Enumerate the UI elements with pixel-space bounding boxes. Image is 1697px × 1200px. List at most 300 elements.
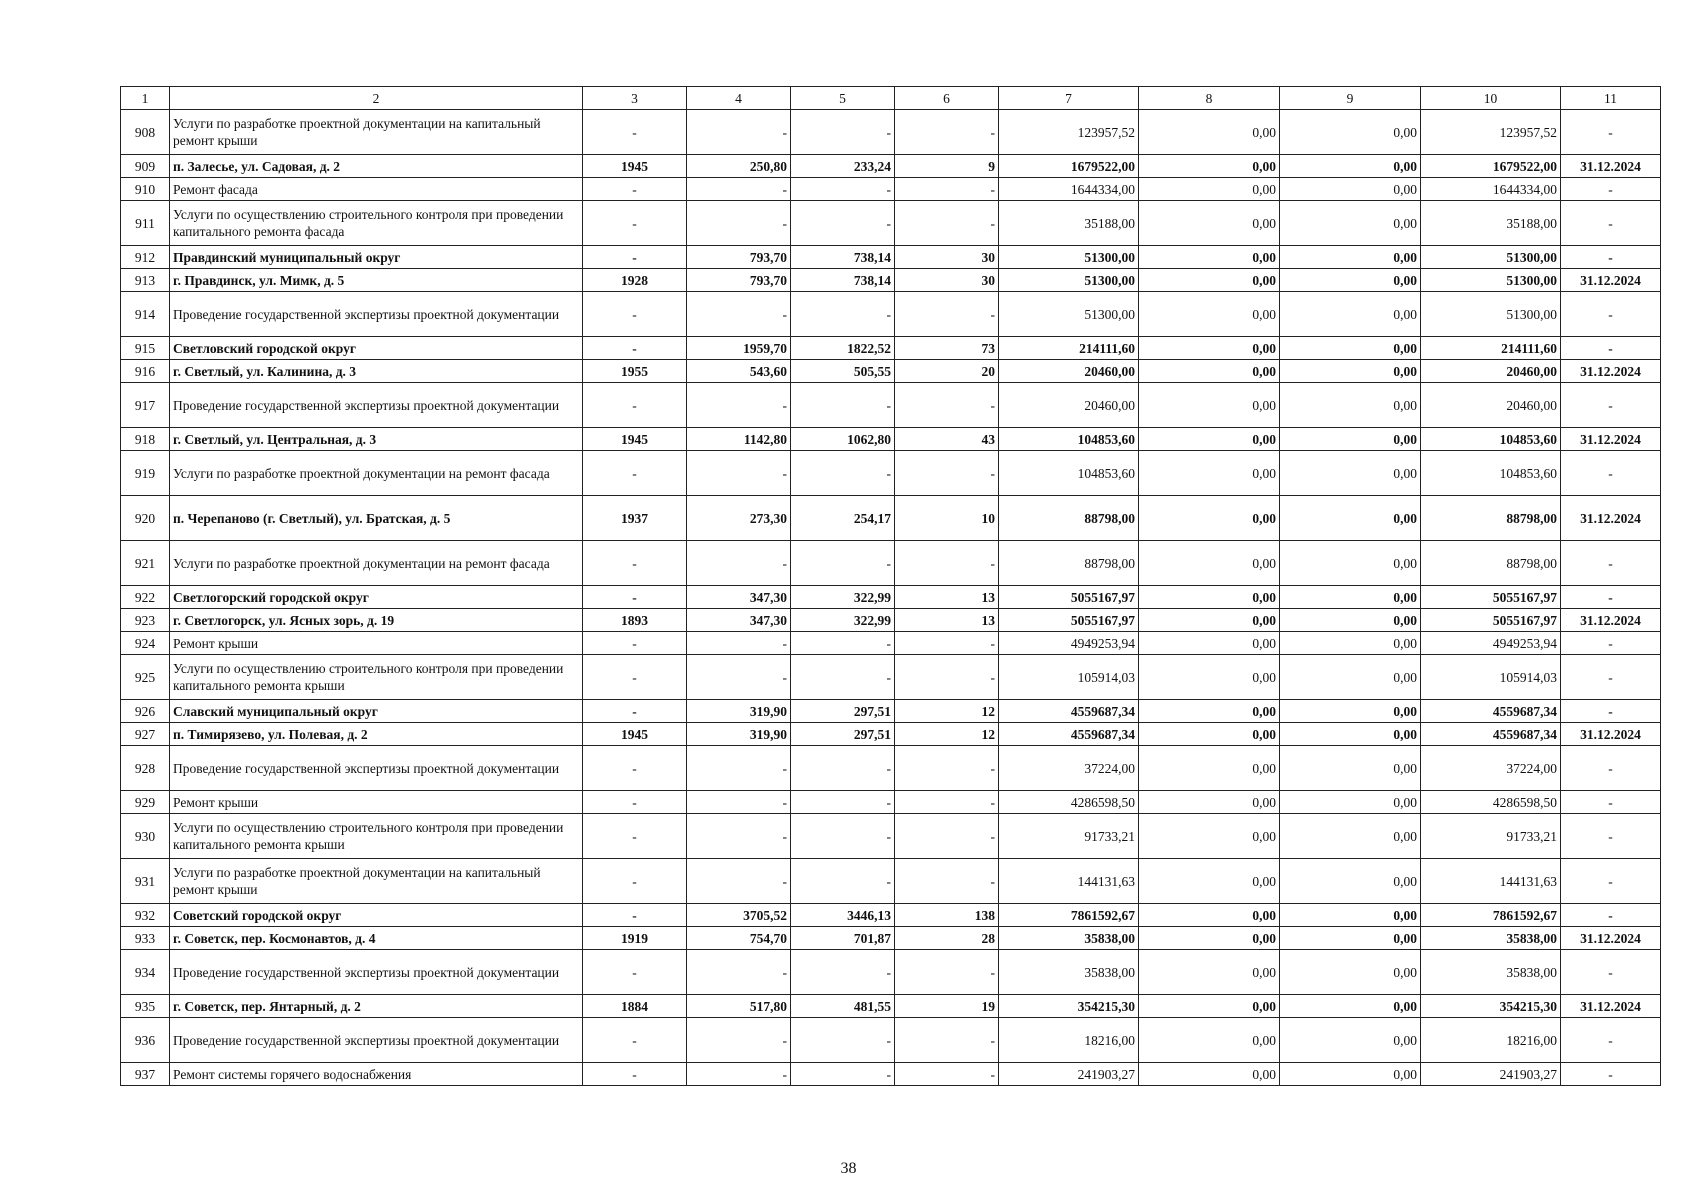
cost-fund-cell: 88798,00 xyxy=(1421,541,1561,586)
total-area-cell: - xyxy=(687,541,791,586)
table-row xyxy=(121,904,1661,927)
residential-area-cell: 738,14 xyxy=(791,246,895,269)
total-area-cell: - xyxy=(687,746,791,791)
cost-fund-cell: 123957,52 xyxy=(1421,110,1561,155)
row-number-cell: 915 xyxy=(121,337,170,360)
residents-count-cell: - xyxy=(895,655,999,700)
cost-col9-cell: 0,00 xyxy=(1280,337,1421,360)
table-row xyxy=(121,360,1661,383)
cost-col8-cell: 0,00 xyxy=(1139,950,1280,995)
row-number-cell: 917 xyxy=(121,383,170,428)
residential-area-cell: 3446,13 xyxy=(791,904,895,927)
cost-total-cell: 51300,00 xyxy=(999,292,1139,337)
total-area-cell: 319,90 xyxy=(687,723,791,746)
residential-area-cell: 738,14 xyxy=(791,269,895,292)
total-area-cell: - xyxy=(687,632,791,655)
residents-count-cell: 30 xyxy=(895,269,999,292)
cost-col9-cell: 0,00 xyxy=(1280,360,1421,383)
table-row xyxy=(121,451,1661,496)
cost-col9-cell: 0,00 xyxy=(1280,927,1421,950)
residential-area-cell: 297,51 xyxy=(791,700,895,723)
cost-total-cell: 104853,60 xyxy=(999,451,1139,496)
completion-date-cell: - xyxy=(1561,383,1661,428)
header-cell: 7 xyxy=(999,87,1139,110)
total-area-cell: 543,60 xyxy=(687,360,791,383)
year-cell: - xyxy=(583,1018,687,1063)
cost-fund-cell: 37224,00 xyxy=(1421,746,1561,791)
residential-area-cell: - xyxy=(791,201,895,246)
row-number-cell: 937 xyxy=(121,1063,170,1086)
table-row xyxy=(121,337,1661,360)
completion-date-cell: - xyxy=(1561,791,1661,814)
row-number-cell: 908 xyxy=(121,110,170,155)
cost-total-cell: 123957,52 xyxy=(999,110,1139,155)
total-area-cell: 250,80 xyxy=(687,155,791,178)
year-cell: 1937 xyxy=(583,496,687,541)
item-name-cell: Советский городской округ xyxy=(170,904,583,927)
row-number-cell: 909 xyxy=(121,155,170,178)
completion-date-cell: - xyxy=(1561,859,1661,904)
item-name-cell: п. Залесье, ул. Садовая, д. 2 xyxy=(170,155,583,178)
cost-total-cell: 51300,00 xyxy=(999,269,1139,292)
cost-total-cell: 4559687,34 xyxy=(999,700,1139,723)
cost-col8-cell: 0,00 xyxy=(1139,586,1280,609)
residents-count-cell: - xyxy=(895,950,999,995)
cost-fund-cell: 104853,60 xyxy=(1421,428,1561,451)
cost-fund-cell: 35838,00 xyxy=(1421,950,1561,995)
completion-date-cell: - xyxy=(1561,746,1661,791)
completion-date-cell: 31.12.2024 xyxy=(1561,995,1661,1018)
row-number-cell: 932 xyxy=(121,904,170,927)
cost-col8-cell: 0,00 xyxy=(1139,292,1280,337)
year-cell: 1945 xyxy=(583,155,687,178)
cost-col9-cell: 0,00 xyxy=(1280,269,1421,292)
total-area-cell: 273,30 xyxy=(687,496,791,541)
residents-count-cell: 12 xyxy=(895,723,999,746)
total-area-cell: 793,70 xyxy=(687,246,791,269)
cost-col8-cell: 0,00 xyxy=(1139,110,1280,155)
cost-col9-cell: 0,00 xyxy=(1280,950,1421,995)
table-row xyxy=(121,814,1661,859)
cost-fund-cell: 241903,27 xyxy=(1421,1063,1561,1086)
row-number-cell: 920 xyxy=(121,496,170,541)
cost-total-cell: 4949253,94 xyxy=(999,632,1139,655)
residential-area-cell: - xyxy=(791,383,895,428)
residents-count-cell: - xyxy=(895,791,999,814)
item-name-cell: г. Светлогорск, ул. Ясных зорь, д. 19 xyxy=(170,609,583,632)
year-cell: - xyxy=(583,292,687,337)
item-name-cell: Ремонт фасада xyxy=(170,178,583,201)
cost-col9-cell: 0,00 xyxy=(1280,541,1421,586)
total-area-cell: - xyxy=(687,451,791,496)
row-number-cell: 936 xyxy=(121,1018,170,1063)
item-name-cell: г. Светлый, ул. Центральная, д. 3 xyxy=(170,428,583,451)
completion-date-cell: - xyxy=(1561,950,1661,995)
year-cell: 1955 xyxy=(583,360,687,383)
residents-count-cell: - xyxy=(895,632,999,655)
residents-count-cell: 20 xyxy=(895,360,999,383)
completion-date-cell: - xyxy=(1561,814,1661,859)
row-number-cell: 914 xyxy=(121,292,170,337)
residents-count-cell: 10 xyxy=(895,496,999,541)
table-row xyxy=(121,428,1661,451)
cost-fund-cell: 20460,00 xyxy=(1421,360,1561,383)
item-name-cell: Услуги по осуществлению строительного контроля при проведении капитального ремонта крыши xyxy=(170,655,583,700)
cost-fund-cell: 91733,21 xyxy=(1421,814,1561,859)
cost-col9-cell: 0,00 xyxy=(1280,110,1421,155)
year-cell: - xyxy=(583,746,687,791)
completion-date-cell: - xyxy=(1561,178,1661,201)
completion-date-cell: - xyxy=(1561,541,1661,586)
year-cell: - xyxy=(583,383,687,428)
cost-col8-cell: 0,00 xyxy=(1139,155,1280,178)
cost-col8-cell: 0,00 xyxy=(1139,700,1280,723)
total-area-cell: 3705,52 xyxy=(687,904,791,927)
cost-col8-cell: 0,00 xyxy=(1139,1018,1280,1063)
cost-total-cell: 1679522,00 xyxy=(999,155,1139,178)
year-cell: - xyxy=(583,541,687,586)
cost-total-cell: 214111,60 xyxy=(999,337,1139,360)
row-number-cell: 918 xyxy=(121,428,170,451)
cost-col9-cell: 0,00 xyxy=(1280,700,1421,723)
year-cell: - xyxy=(583,859,687,904)
completion-date-cell: - xyxy=(1561,655,1661,700)
cost-col8-cell: 0,00 xyxy=(1139,927,1280,950)
cost-total-cell: 35838,00 xyxy=(999,927,1139,950)
table-row xyxy=(121,541,1661,586)
table-row xyxy=(121,700,1661,723)
residents-count-cell: 43 xyxy=(895,428,999,451)
cost-col8-cell: 0,00 xyxy=(1139,541,1280,586)
residential-area-cell: 322,99 xyxy=(791,586,895,609)
residential-area-cell: 1062,80 xyxy=(791,428,895,451)
cost-total-cell: 35838,00 xyxy=(999,950,1139,995)
cost-col9-cell: 0,00 xyxy=(1280,155,1421,178)
year-cell: 1893 xyxy=(583,609,687,632)
year-cell: - xyxy=(583,904,687,927)
cost-total-cell: 35188,00 xyxy=(999,201,1139,246)
header-cell: 10 xyxy=(1421,87,1561,110)
completion-date-cell: - xyxy=(1561,110,1661,155)
residents-count-cell: - xyxy=(895,814,999,859)
cost-col9-cell: 0,00 xyxy=(1280,292,1421,337)
header-cell: 11 xyxy=(1561,87,1661,110)
total-area-cell: 754,70 xyxy=(687,927,791,950)
item-name-cell: Ремонт крыши xyxy=(170,632,583,655)
residential-area-cell: - xyxy=(791,178,895,201)
completion-date-cell: - xyxy=(1561,904,1661,927)
row-number-cell: 935 xyxy=(121,995,170,1018)
residential-area-cell: 481,55 xyxy=(791,995,895,1018)
item-name-cell: г. Светлый, ул. Калинина, д. 3 xyxy=(170,360,583,383)
completion-date-cell: - xyxy=(1561,632,1661,655)
residents-count-cell: 13 xyxy=(895,609,999,632)
item-name-cell: Услуги по разработке проектной документации на капитальный ремонт крыши xyxy=(170,110,583,155)
cost-col8-cell: 0,00 xyxy=(1139,609,1280,632)
year-cell: - xyxy=(583,110,687,155)
document-sheet xyxy=(120,86,1660,1086)
table-row xyxy=(121,1063,1661,1086)
item-name-cell: п. Черепаново (г. Светлый), ул. Братская, д. 5 xyxy=(170,496,583,541)
cost-fund-cell: 20460,00 xyxy=(1421,383,1561,428)
cost-total-cell: 88798,00 xyxy=(999,496,1139,541)
year-cell: - xyxy=(583,700,687,723)
residential-area-cell: - xyxy=(791,451,895,496)
completion-date-cell: 31.12.2024 xyxy=(1561,609,1661,632)
cost-fund-cell: 104853,60 xyxy=(1421,451,1561,496)
residents-count-cell: 19 xyxy=(895,995,999,1018)
item-name-cell: Проведение государственной экспертизы проектной документации xyxy=(170,292,583,337)
header-row xyxy=(121,87,1661,110)
cost-total-cell: 241903,27 xyxy=(999,1063,1139,1086)
cost-col9-cell: 0,00 xyxy=(1280,428,1421,451)
residents-count-cell: 13 xyxy=(895,586,999,609)
cost-fund-cell: 51300,00 xyxy=(1421,246,1561,269)
residential-area-cell: - xyxy=(791,632,895,655)
table-row xyxy=(121,110,1661,155)
item-name-cell: Светловский городской округ xyxy=(170,337,583,360)
cost-col9-cell: 0,00 xyxy=(1280,586,1421,609)
year-cell: - xyxy=(583,246,687,269)
year-cell: - xyxy=(583,791,687,814)
table-row xyxy=(121,995,1661,1018)
item-name-cell: Ремонт системы горячего водоснабжения xyxy=(170,1063,583,1086)
residents-count-cell: - xyxy=(895,383,999,428)
cost-col8-cell: 0,00 xyxy=(1139,269,1280,292)
cost-col9-cell: 0,00 xyxy=(1280,995,1421,1018)
cost-total-cell: 91733,21 xyxy=(999,814,1139,859)
cost-col9-cell: 0,00 xyxy=(1280,178,1421,201)
completion-date-cell: - xyxy=(1561,337,1661,360)
cost-col9-cell: 0,00 xyxy=(1280,246,1421,269)
cost-col8-cell: 0,00 xyxy=(1139,814,1280,859)
cost-fund-cell: 144131,63 xyxy=(1421,859,1561,904)
residential-area-cell: - xyxy=(791,859,895,904)
total-area-cell: 319,90 xyxy=(687,700,791,723)
cost-col8-cell: 0,00 xyxy=(1139,723,1280,746)
row-number-cell: 924 xyxy=(121,632,170,655)
table-row xyxy=(121,178,1661,201)
year-cell: - xyxy=(583,337,687,360)
cost-total-cell: 104853,60 xyxy=(999,428,1139,451)
residential-area-cell: - xyxy=(791,814,895,859)
year-cell: - xyxy=(583,1063,687,1086)
item-name-cell: Услуги по разработке проектной документации на капитальный ремонт крыши xyxy=(170,859,583,904)
total-area-cell: 517,80 xyxy=(687,995,791,1018)
item-name-cell: Правдинский муниципальный округ xyxy=(170,246,583,269)
cost-total-cell: 4559687,34 xyxy=(999,723,1139,746)
cost-total-cell: 7861592,67 xyxy=(999,904,1139,927)
cost-col8-cell: 0,00 xyxy=(1139,496,1280,541)
item-name-cell: г. Советск, пер. Космонавтов, д. 4 xyxy=(170,927,583,950)
row-number-cell: 934 xyxy=(121,950,170,995)
cost-col9-cell: 0,00 xyxy=(1280,1063,1421,1086)
cost-col8-cell: 0,00 xyxy=(1139,428,1280,451)
cost-col8-cell: 0,00 xyxy=(1139,178,1280,201)
completion-date-cell: 31.12.2024 xyxy=(1561,360,1661,383)
residents-count-cell: 28 xyxy=(895,927,999,950)
item-name-cell: Услуги по осуществлению строительного контроля при проведении капитального ремонта крыши xyxy=(170,814,583,859)
table-row xyxy=(121,746,1661,791)
cost-col8-cell: 0,00 xyxy=(1139,995,1280,1018)
year-cell: 1928 xyxy=(583,269,687,292)
residents-count-cell: 138 xyxy=(895,904,999,927)
cost-total-cell: 354215,30 xyxy=(999,995,1139,1018)
table-row xyxy=(121,1018,1661,1063)
table-row xyxy=(121,496,1661,541)
cost-col8-cell: 0,00 xyxy=(1139,337,1280,360)
total-area-cell: 1142,80 xyxy=(687,428,791,451)
header-cell: 9 xyxy=(1280,87,1421,110)
residential-area-cell: - xyxy=(791,950,895,995)
cost-col8-cell: 0,00 xyxy=(1139,655,1280,700)
cost-total-cell: 105914,03 xyxy=(999,655,1139,700)
total-area-cell: - xyxy=(687,791,791,814)
year-cell: 1919 xyxy=(583,927,687,950)
cost-fund-cell: 214111,60 xyxy=(1421,337,1561,360)
cost-col9-cell: 0,00 xyxy=(1280,632,1421,655)
year-cell: - xyxy=(583,178,687,201)
total-area-cell: - xyxy=(687,178,791,201)
table-row xyxy=(121,609,1661,632)
residents-count-cell: 9 xyxy=(895,155,999,178)
year-cell: 1945 xyxy=(583,428,687,451)
total-area-cell: - xyxy=(687,201,791,246)
cost-col8-cell: 0,00 xyxy=(1139,1063,1280,1086)
cost-col9-cell: 0,00 xyxy=(1280,201,1421,246)
residents-count-cell: - xyxy=(895,110,999,155)
cost-col9-cell: 0,00 xyxy=(1280,383,1421,428)
header-cell: 3 xyxy=(583,87,687,110)
table-row xyxy=(121,246,1661,269)
cost-fund-cell: 18216,00 xyxy=(1421,1018,1561,1063)
cost-fund-cell: 4559687,34 xyxy=(1421,723,1561,746)
cost-col8-cell: 0,00 xyxy=(1139,360,1280,383)
row-number-cell: 911 xyxy=(121,201,170,246)
cost-fund-cell: 88798,00 xyxy=(1421,496,1561,541)
header-cell: 1 xyxy=(121,87,170,110)
header-cell: 5 xyxy=(791,87,895,110)
row-number-cell: 913 xyxy=(121,269,170,292)
completion-date-cell: 31.12.2024 xyxy=(1561,927,1661,950)
cost-fund-cell: 1679522,00 xyxy=(1421,155,1561,178)
completion-date-cell: - xyxy=(1561,451,1661,496)
cost-col8-cell: 0,00 xyxy=(1139,904,1280,927)
cost-fund-cell: 51300,00 xyxy=(1421,292,1561,337)
year-cell: - xyxy=(583,451,687,496)
item-name-cell: Услуги по разработке проектной документации на ремонт фасада xyxy=(170,541,583,586)
cost-col9-cell: 0,00 xyxy=(1280,791,1421,814)
residential-area-cell: 297,51 xyxy=(791,723,895,746)
cost-col8-cell: 0,00 xyxy=(1139,791,1280,814)
completion-date-cell: - xyxy=(1561,246,1661,269)
table-row xyxy=(121,655,1661,700)
table-row xyxy=(121,859,1661,904)
cost-col8-cell: 0,00 xyxy=(1139,859,1280,904)
completion-date-cell: 31.12.2024 xyxy=(1561,269,1661,292)
total-area-cell: - xyxy=(687,950,791,995)
row-number-cell: 922 xyxy=(121,586,170,609)
total-area-cell: - xyxy=(687,292,791,337)
total-area-cell: - xyxy=(687,814,791,859)
residents-count-cell: - xyxy=(895,451,999,496)
residents-count-cell: - xyxy=(895,178,999,201)
cost-fund-cell: 7861592,67 xyxy=(1421,904,1561,927)
table-row xyxy=(121,292,1661,337)
residents-count-cell: 12 xyxy=(895,700,999,723)
row-number-cell: 919 xyxy=(121,451,170,496)
residential-area-cell: - xyxy=(791,746,895,791)
residential-area-cell: - xyxy=(791,1018,895,1063)
table-row xyxy=(121,383,1661,428)
completion-date-cell: - xyxy=(1561,700,1661,723)
cost-col8-cell: 0,00 xyxy=(1139,201,1280,246)
table-row xyxy=(121,791,1661,814)
completion-date-cell: 31.12.2024 xyxy=(1561,723,1661,746)
residents-count-cell: - xyxy=(895,1018,999,1063)
item-name-cell: Проведение государственной экспертизы проектной документации xyxy=(170,950,583,995)
cost-fund-cell: 105914,03 xyxy=(1421,655,1561,700)
table-row xyxy=(121,927,1661,950)
total-area-cell: - xyxy=(687,859,791,904)
residents-count-cell: - xyxy=(895,859,999,904)
table-row xyxy=(121,723,1661,746)
completion-date-cell: - xyxy=(1561,292,1661,337)
total-area-cell: - xyxy=(687,1018,791,1063)
page-number: 38 xyxy=(840,1160,857,1177)
table-row xyxy=(121,269,1661,292)
row-number-cell: 930 xyxy=(121,814,170,859)
cost-total-cell: 1644334,00 xyxy=(999,178,1139,201)
residential-area-cell: - xyxy=(791,791,895,814)
year-cell: 1884 xyxy=(583,995,687,1018)
cost-total-cell: 20460,00 xyxy=(999,360,1139,383)
row-number-cell: 910 xyxy=(121,178,170,201)
row-number-cell: 912 xyxy=(121,246,170,269)
year-cell: - xyxy=(583,655,687,700)
cost-fund-cell: 35188,00 xyxy=(1421,201,1561,246)
header-cell: 6 xyxy=(895,87,999,110)
total-area-cell: - xyxy=(687,383,791,428)
completion-date-cell: - xyxy=(1561,586,1661,609)
header-cell: 2 xyxy=(170,87,583,110)
completion-date-cell: - xyxy=(1561,1018,1661,1063)
cost-fund-cell: 354215,30 xyxy=(1421,995,1561,1018)
total-area-cell: 1959,70 xyxy=(687,337,791,360)
cost-total-cell: 51300,00 xyxy=(999,246,1139,269)
cost-col9-cell: 0,00 xyxy=(1280,609,1421,632)
year-cell: 1945 xyxy=(583,723,687,746)
item-name-cell: п. Тимирязево, ул. Полевая, д. 2 xyxy=(170,723,583,746)
row-number-cell: 923 xyxy=(121,609,170,632)
cost-total-cell: 88798,00 xyxy=(999,541,1139,586)
cost-total-cell: 20460,00 xyxy=(999,383,1139,428)
table-row xyxy=(121,950,1661,995)
table-body xyxy=(121,87,1661,1086)
completion-date-cell: - xyxy=(1561,201,1661,246)
row-number-cell: 933 xyxy=(121,927,170,950)
residents-count-cell: - xyxy=(895,746,999,791)
cost-fund-cell: 5055167,97 xyxy=(1421,586,1561,609)
residents-count-cell: - xyxy=(895,292,999,337)
cost-fund-cell: 4949253,94 xyxy=(1421,632,1561,655)
cost-col9-cell: 0,00 xyxy=(1280,859,1421,904)
row-number-cell: 916 xyxy=(121,360,170,383)
residents-count-cell: - xyxy=(895,541,999,586)
cost-total-cell: 5055167,97 xyxy=(999,609,1139,632)
row-number-cell: 927 xyxy=(121,723,170,746)
item-name-cell: Проведение государственной экспертизы проектной документации xyxy=(170,1018,583,1063)
